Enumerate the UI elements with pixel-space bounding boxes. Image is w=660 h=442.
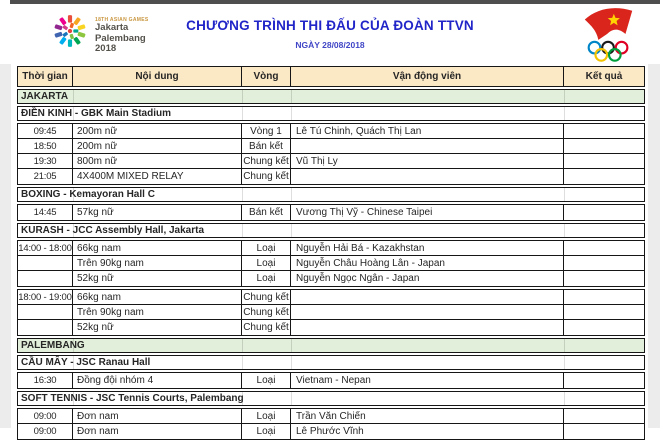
column-divider-line (291, 188, 292, 201)
column-header-round: Vòng (242, 67, 291, 86)
column-header-athletes: Vận động viên (291, 67, 564, 86)
page-edge-left (0, 60, 11, 428)
venue-label: CẦU MÂY - JSC Ranau Hall (21, 357, 151, 368)
event-cell: Đơn nam (73, 424, 242, 439)
city-label: PALEMBANG (21, 340, 85, 351)
city-row (18, 90, 644, 103)
round-cell: Chung kết (242, 305, 291, 319)
time-cell: 09:00 (18, 424, 73, 439)
time-cell: 16:30 (18, 373, 73, 388)
column-divider-line (242, 356, 243, 369)
event-cell: Trên 90kg nam (73, 256, 242, 270)
time-cell (18, 320, 73, 335)
venue-block (17, 223, 645, 238)
table-row (18, 320, 644, 335)
event-cell: 66kg nam (73, 241, 242, 255)
column-divider-line (564, 339, 565, 352)
athletes-cell (291, 305, 564, 319)
column-divider-line (564, 188, 565, 201)
title-block (150, 18, 510, 50)
round-cell: Loại (242, 409, 291, 423)
time-cell: 18:00 - 19:00 (18, 291, 72, 303)
athletes-cell: Lê Phước Vĩnh (291, 424, 564, 439)
column-header-block (17, 66, 645, 87)
column-divider-line (291, 224, 292, 237)
page-edge-right (648, 60, 660, 428)
table-row (18, 241, 644, 256)
table-row (18, 305, 644, 320)
column-divider-line (291, 107, 292, 120)
column-divider-line (242, 224, 243, 237)
athletes-cell: Lê Tú Chinh, Quách Thị Lan (291, 124, 564, 138)
athletes-cell: Trần Văn Chiến (291, 409, 564, 423)
column-divider-line (291, 356, 292, 369)
city-row (18, 339, 644, 352)
games-city-1: Jakarta (95, 22, 129, 33)
venue-label: ĐIỀN KINH - GBK Main Stadium (21, 108, 172, 119)
table-row (18, 205, 644, 220)
column-header-result: Kết quả (585, 71, 623, 82)
round-cell: Loại (242, 271, 291, 286)
athletes-cell: Vietnam - Nepan (291, 373, 564, 388)
table-row (18, 139, 644, 154)
event-cell: 52kg nữ (73, 271, 242, 286)
time-cell: 21:05 (18, 169, 73, 184)
venue-label: KURASH - JCC Assembly Hall, Jakarta (21, 225, 205, 236)
venue-row (18, 224, 644, 237)
venue-block (17, 391, 645, 406)
column-divider-line (242, 188, 243, 201)
event-cell: Trên 90kg nam (73, 305, 242, 319)
round-cell: Chung kết (242, 154, 291, 168)
venue-row (18, 107, 644, 120)
table-row (18, 373, 644, 388)
venue-label: BOXING - Kemayoran Hall C (21, 189, 155, 200)
table-row (18, 409, 644, 424)
city-block (17, 89, 645, 104)
round-cell: Loại (242, 256, 291, 270)
column-divider-line (564, 392, 565, 405)
result-cell (564, 256, 644, 270)
data-rows-block (17, 240, 645, 287)
table-row (18, 124, 644, 139)
games-city-2: Palembang (95, 32, 146, 44)
time-cell: 18:50 (18, 139, 73, 153)
athletes-cell: Nguyễn Hải Bá - Kazakhstan (291, 241, 564, 255)
time-cell (18, 305, 73, 319)
games-year: 2018 (95, 43, 117, 54)
table-row (18, 271, 644, 286)
time-cell: 14:45 (18, 205, 73, 220)
column-divider-line (291, 339, 292, 352)
venue-block (17, 187, 645, 202)
athletes-cell: Nguyễn Châu Hoàng Lân - Japan (291, 256, 564, 270)
venue-row (18, 188, 644, 201)
athletes-cell: Vương Thị Vỹ - Chinese Taipei (291, 205, 564, 220)
athletes-cell: Vũ Thị Ly (291, 154, 564, 168)
athletes-cell (291, 290, 564, 304)
asian-games-sunburst-icon (50, 8, 90, 54)
round-cell: Chung kết (242, 290, 291, 304)
asian-games-logo (50, 8, 149, 55)
vietnam-flag-icon (585, 8, 632, 40)
table-row (18, 256, 644, 271)
result-cell (564, 205, 644, 220)
asian-games-logo-text (95, 8, 149, 55)
city-block (17, 338, 645, 353)
column-divider-line (291, 392, 292, 405)
column-divider-line (564, 90, 565, 103)
result-cell (564, 139, 644, 153)
result-cell (564, 124, 644, 138)
result-cell (564, 271, 644, 286)
event-cell: 66kg nam (73, 290, 242, 304)
data-rows-block (17, 204, 645, 221)
time-cell: 09:00 (18, 409, 73, 423)
result-cell (564, 305, 644, 319)
venue-row (18, 392, 644, 405)
round-cell: Loại (242, 424, 291, 439)
time-cell: 09:45 (18, 124, 73, 138)
event-cell: 200m nữ (73, 124, 242, 138)
column-divider-line (564, 107, 565, 120)
column-divider-line (564, 356, 565, 369)
venue-row (18, 356, 644, 369)
round-cell: Loại (242, 373, 291, 388)
data-rows-block (17, 289, 645, 336)
column-divider-line (242, 339, 243, 352)
olympic-rings-icon (589, 42, 628, 61)
data-rows-block (17, 372, 645, 389)
result-cell (564, 320, 644, 335)
venue-block (17, 355, 645, 370)
event-cell: 57kg nữ (73, 205, 242, 220)
column-divider-line (564, 224, 565, 237)
schedule-table (17, 66, 645, 442)
result-cell (564, 290, 644, 304)
time-cell (18, 271, 73, 286)
round-cell: Bán kết (242, 139, 291, 153)
event-cell: 200m nữ (73, 139, 242, 153)
result-cell (564, 154, 644, 168)
column-header-row (18, 67, 644, 86)
column-header-time: Thời gian (18, 67, 73, 86)
table-row (18, 154, 644, 169)
city-label: JAKARTA (21, 91, 69, 102)
result-cell (564, 409, 644, 423)
round-cell: Chung kết (242, 169, 291, 184)
athletes-cell (291, 139, 564, 153)
time-cell: 19:30 (18, 154, 73, 168)
data-rows-block (17, 408, 645, 440)
games-caption: 18TH ASIAN GAMES (95, 17, 149, 23)
round-cell: Loại (242, 241, 291, 255)
column-divider-line (242, 90, 243, 103)
page-title: CHƯƠNG TRÌNH THI ĐẤU CỦA ĐOÀN TTVN (186, 18, 474, 33)
event-cell: 800m nữ (73, 154, 242, 168)
table-row (18, 169, 644, 184)
round-cell: Vòng 1 (242, 124, 291, 138)
athletes-cell (291, 320, 564, 335)
time-cell (18, 256, 73, 270)
event-cell: 52kg nữ (73, 320, 242, 335)
column-header-event: Nội dung (73, 67, 242, 86)
athletes-cell: Nguyễn Ngọc Ngân - Japan (291, 271, 564, 286)
time-cell: 14:00 - 18:00 (18, 242, 72, 254)
table-row (18, 290, 644, 305)
event-cell: Đơn nam (73, 409, 242, 423)
page-date: NGÀY 28/08/2018 (295, 40, 365, 50)
result-cell (564, 241, 644, 255)
venue-label: SOFT TENNIS - JSC Tennis Courts, Palembang (21, 393, 244, 404)
athletes-cell (291, 169, 564, 184)
column-divider-line (73, 90, 74, 103)
result-cell (564, 169, 644, 184)
column-divider-line (291, 90, 292, 103)
round-cell: Bán kết (242, 205, 291, 220)
page-header (0, 4, 660, 64)
result-cell (564, 424, 644, 439)
round-cell: Chung kết (242, 320, 291, 335)
event-cell: 4X400M MIXED RELAY (73, 169, 242, 184)
data-rows-block (17, 123, 645, 185)
result-cell (564, 373, 644, 388)
event-cell: Đồng đội nhóm 4 (73, 373, 242, 388)
table-row (18, 424, 644, 439)
column-divider-line (242, 107, 243, 120)
vietnam-olympic-logo (576, 5, 642, 70)
venue-block (17, 106, 645, 121)
